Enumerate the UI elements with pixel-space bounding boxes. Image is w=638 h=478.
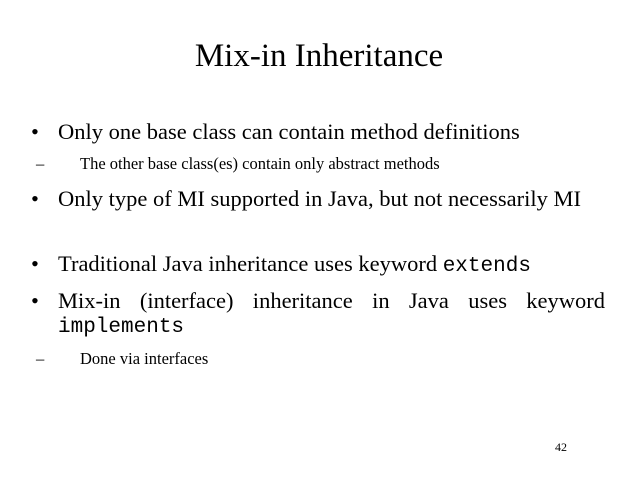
bullet-item <box>33 185 605 212</box>
dash-icon: – <box>36 154 45 173</box>
bullet-text-plain: Traditional Java inheritance uses keyword <box>58 251 443 276</box>
dash-icon: – <box>36 349 45 368</box>
sub-bullet-text: Done via interfaces <box>80 349 209 368</box>
bullet-icon: • <box>31 251 39 276</box>
bullet-icon: • <box>31 186 39 211</box>
bullet-icon: • <box>31 288 39 313</box>
bullet-icon: • <box>31 119 39 144</box>
keyword-code: implements <box>58 316 185 339</box>
bullet-text: Only one base class can contain method definitions <box>58 119 520 144</box>
bullet-text: Only type of MI supported in Java, but not necessarily MI <box>58 186 582 211</box>
bullet-item <box>33 250 605 280</box>
bullet-text <box>58 250 605 280</box>
bullet-item <box>33 287 605 341</box>
bullet-item <box>33 118 605 145</box>
slide-title: Mix-in Inheritance <box>194 38 444 74</box>
page-number: 42 <box>555 440 567 454</box>
keyword-code: extends <box>442 255 531 278</box>
sub-bullet-item <box>36 153 606 174</box>
bullet-text <box>58 287 605 341</box>
sub-bullet-item <box>36 348 606 369</box>
sub-bullet-text: The other base class(es) contain only abstract methods <box>80 154 440 173</box>
bullet-text-line: Mix-in (interface) inheritance in Java uses keyword <box>58 288 605 313</box>
